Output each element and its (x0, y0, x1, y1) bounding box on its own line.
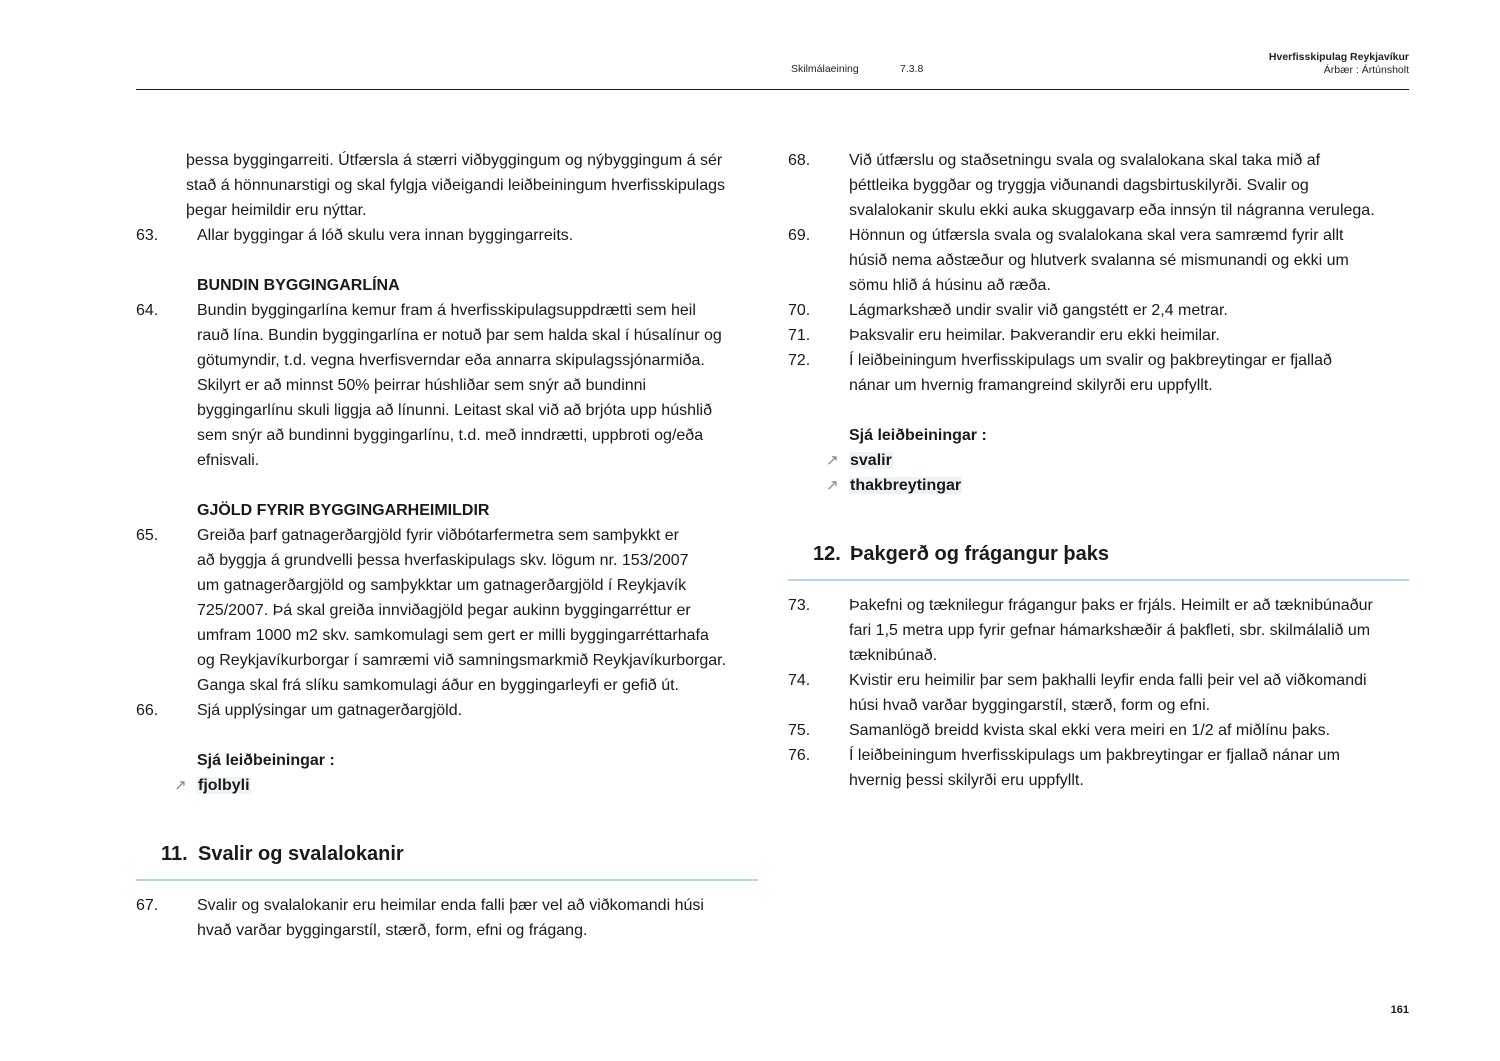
header-plan-title: Hverfisskipulag Reykjavíkur (1268, 51, 1409, 63)
list-item-69 (788, 223, 1409, 298)
item-number: 66. (136, 702, 159, 719)
item-number: 75. (788, 722, 811, 739)
item-number: 67. (136, 897, 159, 914)
item-text: Í leiðbeiningum hverfisskipulags um svalir og þakbreytingar er fjallað nánar um hvernig framangreind skilyrði eru uppfyllt. (849, 352, 1332, 394)
link-text[interactable]: thakbreytingar (850, 477, 962, 494)
guideline-link-svalir[interactable] (788, 448, 1409, 473)
section-12-heading (788, 541, 1409, 567)
item-text: Allar byggingar á lóð skulu vera innan byggingarreits. (197, 227, 574, 244)
section-divider (788, 579, 1409, 581)
header-unit-code: 7.3.8 (900, 63, 924, 75)
list-item-74 (788, 668, 1409, 718)
item-number: 64. (136, 302, 159, 319)
item-number: 70. (788, 302, 811, 319)
see-guidelines-label: Sjá leiðbeiningar : (849, 427, 987, 444)
list-item-70 (788, 298, 1409, 323)
left-column (136, 148, 758, 943)
external-link-arrow-icon: ↗ (826, 452, 839, 469)
item-number: 63. (136, 227, 159, 244)
list-item-72 (788, 348, 1409, 398)
item-number: 71. (788, 327, 811, 344)
section-title: Þakgerð og frágangur þaks (850, 543, 1109, 565)
header-area: Árbær : Ártúnsholt (1323, 64, 1409, 76)
continuation-text: þessa byggingarreiti. Útfærsla á stærri viðbyggingum og nýbyggingum á sér stað á hönnunarstigi og skal fylgja viðeigandi leiðbeiningum hverfisskipulags þegar heimildir eru nýttar. (186, 152, 725, 219)
list-item-67 (136, 893, 758, 943)
item-text: Þakefni og tæknilegur frágangur þaks er frjáls. Heimilt er að tæknibúnaður fari 1,5 metra upp fyrir gefnar hámarkshæðir á þakfleti, sbr. skilmálalið um tæknibúnað. (849, 597, 1373, 664)
list-item-64 (136, 298, 758, 473)
link-text[interactable]: fjolbyli (198, 777, 250, 794)
item-text: Lágmarkshæð undir svalir við gangstétt er 2,4 metrar. (849, 302, 1228, 319)
header-plan-info (1269, 51, 1409, 77)
list-item-71 (788, 323, 1409, 348)
guideline-link-fjolbyli[interactable] (136, 773, 758, 798)
item-number: 68. (788, 152, 811, 169)
item-number: 65. (136, 527, 159, 544)
link-text[interactable]: svalir (850, 452, 892, 469)
subheading-bundin-byggingarlina: BUNDIN BYGGINGARLÍNA (197, 277, 400, 294)
item-text: Svalir og svalalokanir eru heimilar enda falli þær vel að viðkomandi húsi hvað varðar byggingarstíl, stærð, form, efni og frágang. (197, 897, 704, 939)
list-item-66 (136, 698, 758, 723)
header-unit-label: Skilmálaeining (791, 63, 859, 75)
list-item-76 (788, 743, 1409, 793)
item-text: Við útfærslu og staðsetningu svala og svalalokana skal taka mið af þéttleika byggðar og tryggja viðunandi dagsbirtuskilyrði. Svalir og svalalokanir skulu ekki auka skuggavarp eða innsýn til nágranna verulega. (849, 152, 1375, 219)
item-text: Kvistir eru heimilir þar sem þakhalli leyfir enda falli þeir vel að viðkomandi húsi hvað varðar byggingarstíl, stærð, form og efni. (849, 672, 1367, 714)
section-number: 12. (813, 543, 841, 565)
external-link-arrow-icon: ↗ (826, 477, 839, 494)
section-11-heading (136, 841, 758, 867)
section-divider (136, 879, 758, 881)
continuation-paragraph (136, 148, 758, 223)
external-link-arrow-icon: ↗ (174, 777, 187, 794)
item-text: Bundin byggingarlína kemur fram á hverfisskipulagsuppdrætti sem heil rauð lína. Bundin byggingarlína er notuð þar sem halda skal í húsalínur og götumyndir, t.d. vegna hverfisverndar eða annarra skipulagssjónarmiða. Skilyrt er að minnst 50% þeirrar húshliðar sem snýr að bundinni byggingarlínu skuli liggja að línunni. Leitast skal við að brjóta upp húshlið sem snýr að bundinni byggingarlínu, t.d. með inndrætti, uppbroti og/eða efnisvali. (197, 302, 722, 469)
subheading-gjold: GJÖLD FYRIR BYGGINGARHEIMILDIR (197, 502, 490, 519)
item-text: Í leiðbeiningum hverfisskipulags um þakbreytingar er fjallað nánar um hvernig þessi skilyrði eru uppfyllt. (849, 747, 1340, 789)
item-text: Sjá upplýsingar um gatnagerðargjöld. (197, 702, 463, 719)
list-item-63 (136, 223, 758, 248)
guideline-link-thakbreytingar[interactable] (788, 473, 1409, 498)
section-number: 11. (161, 843, 188, 865)
item-text: Samanlögð breidd kvista skal ekki vera meiri en 1/2 af miðlínu þaks. (849, 722, 1331, 739)
section-title: Svalir og svalalokanir (198, 843, 404, 865)
list-item-75 (788, 718, 1409, 743)
list-item-68 (788, 148, 1409, 223)
item-text: Þaksvalir eru heimilar. Þakverandir eru ekki heimilar. (849, 327, 1220, 344)
item-number: 72. (788, 352, 811, 369)
item-text: Greiða þarf gatnagerðargjöld fyrir viðbótarfermetra sem samþykkt er að byggja á grundvelli þessa hverfaskipulags skv. lögum nr. 153/2007 um gatnagerðargjöld og samþykktar um gatnagerðargjöld í Reykjavík 725/2007. Þá skal greiða innviðagjöld þegar aukinn byggingarréttur er umfram 1000 m2 skv. samkomulagi sem gert er milli byggingarréttarhafa og Reykjavíkurborgar í samræmi við samningsmarkmið Reykjavíkurborgar. Ganga skal frá slíku samkomulagi áður en byggingarleyfi er gefið út. (197, 527, 727, 694)
item-number: 69. (788, 227, 811, 244)
list-item-65 (136, 523, 758, 698)
header-divider (136, 89, 1409, 90)
see-guidelines-label: Sjá leiðbeiningar : (197, 752, 335, 769)
page-number: 161 (1390, 1004, 1409, 1016)
list-item-73 (788, 593, 1409, 668)
right-column (788, 148, 1409, 793)
item-number: 74. (788, 672, 811, 689)
item-number: 73. (788, 597, 811, 614)
item-number: 76. (788, 747, 811, 764)
item-text: Hönnun og útfærsla svala og svalalokana skal vera samræmd fyrir allt húsið nema aðstæður og hlutverk svalanna sé mismunandi og ekki um sömu hlið á húsinu að ræða. (849, 227, 1349, 294)
